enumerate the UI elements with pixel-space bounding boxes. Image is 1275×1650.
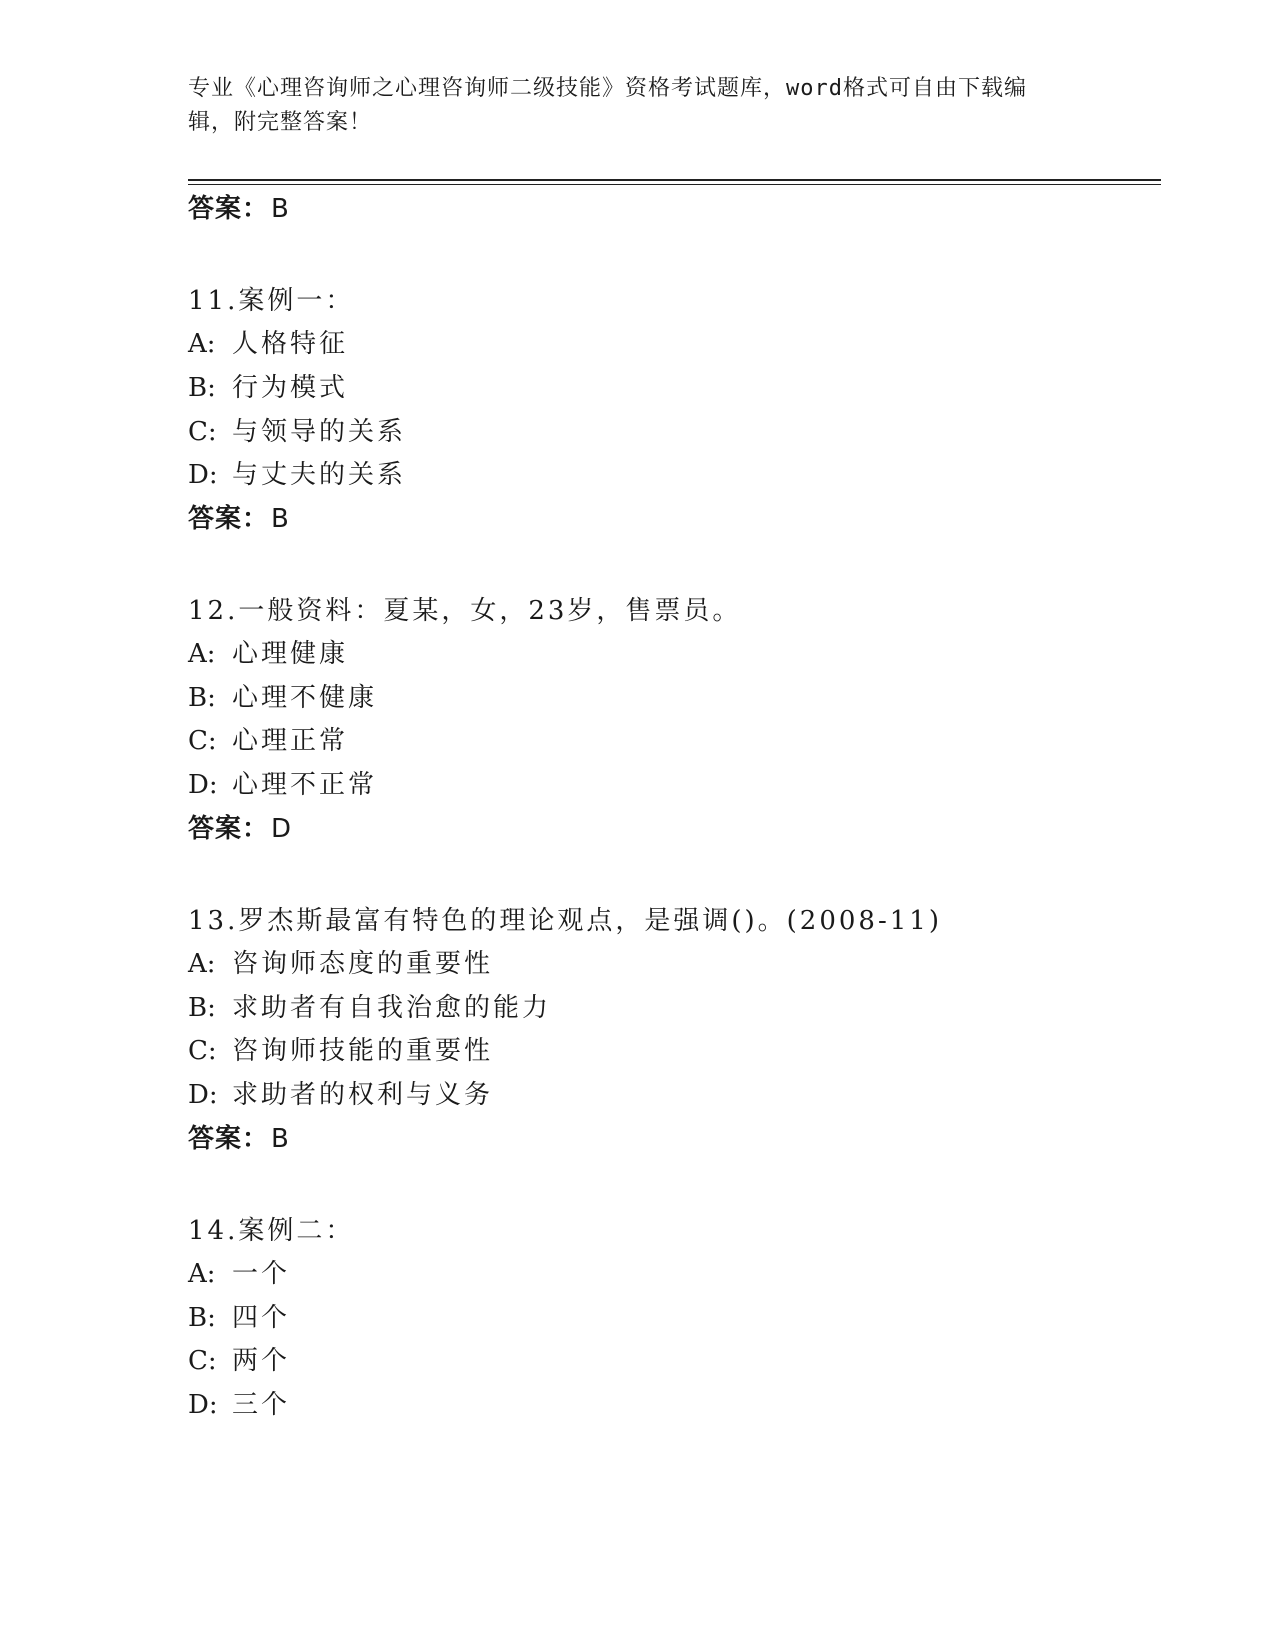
option-a bbox=[188, 327, 348, 361]
option-letter: C: bbox=[188, 1036, 217, 1066]
answer-label: 答案： bbox=[188, 814, 270, 844]
option-b bbox=[188, 681, 377, 715]
answer-label: 答案： bbox=[188, 194, 270, 224]
option-text: 心理健康 bbox=[232, 639, 349, 669]
option-a bbox=[188, 947, 493, 981]
answer-line bbox=[188, 502, 290, 536]
option-text: 一个 bbox=[232, 1259, 291, 1289]
option-letter: C: bbox=[188, 417, 217, 447]
option-letter: A: bbox=[188, 1259, 216, 1289]
option-d bbox=[188, 1078, 493, 1112]
option-text: 四个 bbox=[232, 1303, 291, 1333]
option-letter: D: bbox=[188, 1390, 218, 1420]
option-text: 行为模式 bbox=[232, 373, 349, 403]
option-text: 求助者有自我治愈的能力 bbox=[232, 993, 552, 1023]
option-a bbox=[188, 637, 348, 671]
document-header: 专业《心理咨询师之心理咨询师二级技能》资格考试题库，word格式可自由下载编辑，附完整答案！ bbox=[188, 76, 1027, 135]
option-text: 与丈夫的关系 bbox=[232, 460, 407, 490]
answer-value: B bbox=[271, 1124, 290, 1154]
option-text: 咨询师态度的重要性 bbox=[232, 949, 494, 979]
option-d bbox=[188, 768, 377, 802]
option-c bbox=[188, 1034, 493, 1068]
option-text: 两个 bbox=[232, 1346, 291, 1376]
option-c bbox=[188, 724, 348, 758]
answer-line bbox=[188, 192, 290, 226]
answer-value: B bbox=[271, 194, 290, 224]
option-text: 求助者的权利与义务 bbox=[232, 1080, 494, 1110]
option-letter: B: bbox=[188, 1303, 216, 1333]
question-title: 11.案例一： bbox=[188, 286, 355, 316]
option-letter: B: bbox=[188, 993, 216, 1023]
question-title: 13.罗杰斯最富有特色的理论观点，是强调()。(2008-11) bbox=[188, 906, 942, 936]
option-letter: A: bbox=[188, 639, 216, 669]
question-title: 12.一般资料：夏某，女，23岁，售票员。 bbox=[188, 596, 742, 626]
option-letter: A: bbox=[188, 949, 216, 979]
option-b bbox=[188, 1301, 290, 1335]
option-text: 咨询师技能的重要性 bbox=[232, 1036, 494, 1066]
option-letter: C: bbox=[188, 726, 217, 756]
answer-line bbox=[188, 812, 292, 846]
option-c bbox=[188, 415, 406, 449]
option-letter: B: bbox=[188, 373, 216, 403]
answer-line bbox=[188, 1122, 290, 1156]
option-text: 心理不正常 bbox=[232, 770, 378, 800]
option-c bbox=[188, 1344, 290, 1378]
answer-value: B bbox=[271, 504, 290, 534]
header-divider-thick bbox=[188, 179, 1161, 181]
answer-value: D bbox=[271, 814, 293, 844]
option-text: 心理不健康 bbox=[232, 683, 378, 713]
option-b bbox=[188, 991, 551, 1025]
option-letter: D: bbox=[188, 770, 218, 800]
option-a bbox=[188, 1257, 290, 1291]
option-letter: C: bbox=[188, 1346, 217, 1376]
option-letter: D: bbox=[188, 460, 218, 490]
option-letter: A: bbox=[188, 329, 216, 359]
option-letter: B: bbox=[188, 683, 216, 713]
answer-label: 答案： bbox=[188, 504, 270, 534]
header-divider-thin bbox=[188, 184, 1161, 185]
option-text: 心理正常 bbox=[232, 726, 349, 756]
answer-label: 答案： bbox=[188, 1124, 270, 1154]
option-d bbox=[188, 458, 406, 492]
option-d bbox=[188, 1388, 290, 1422]
option-letter: D: bbox=[188, 1080, 218, 1110]
option-b bbox=[188, 371, 348, 405]
option-text: 与领导的关系 bbox=[232, 417, 407, 447]
option-text: 人格特征 bbox=[232, 329, 349, 359]
option-text: 三个 bbox=[232, 1390, 291, 1420]
question-title: 14.案例二： bbox=[188, 1216, 355, 1246]
